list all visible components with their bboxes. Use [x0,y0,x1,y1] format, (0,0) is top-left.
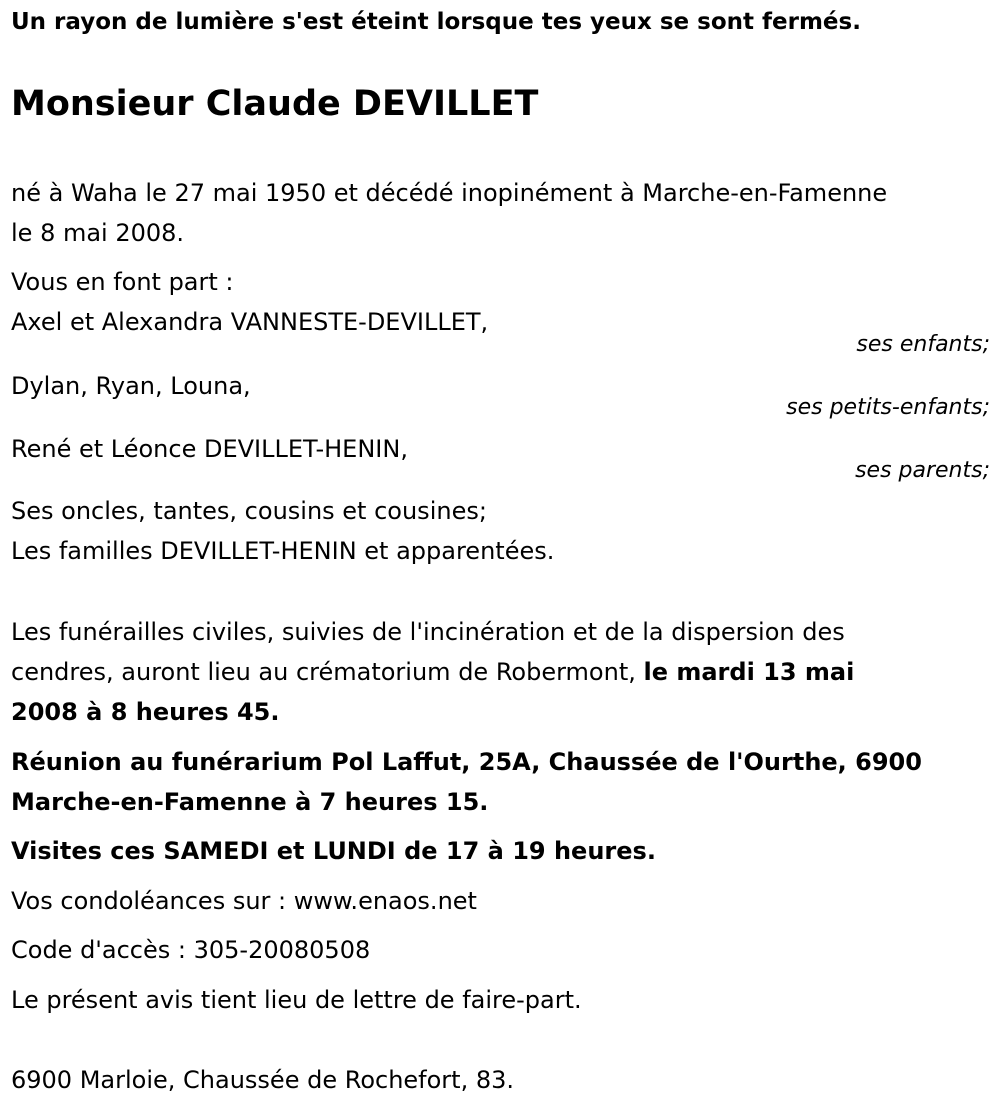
funeral-line-2-text: cendres, auront lieu au crématorium de Robermont, [11,658,644,686]
funeral-date: le mardi 13 mai [643,658,855,686]
birth-death-line-2: le 8 mai 2008. [11,219,185,247]
epitaph: Un rayon de lumière s'est éteint lorsque tes yeux se sont fermés. [11,9,861,35]
family-names-parents: René et Léonce DEVILLET-HENIN, [11,435,408,463]
family-relation-grandchildren: ses petits-enfants; [786,395,990,420]
visits: Visites ces SAMEDI et LUNDI de 17 à 19 heures. [11,837,656,865]
notice: Le présent avis tient lieu de lettre de faire-part. [11,986,582,1014]
family-names-children: Axel et Alexandra VANNESTE-DEVILLET, [11,308,489,336]
funeral-line-2 [11,652,854,692]
deceased-name: Monsieur Claude DEVILLET [11,84,539,124]
birth-death-line-1: né à Waha le 27 mai 1950 et décédé inopinément à Marche-en-Famenne [11,179,888,207]
address: 6900 Marloie, Chaussée de Rochefort, 83. [11,1066,515,1094]
funeral-line-1: Les funérailles civiles, suivies de l'incinération et de la dispersion des [11,618,845,646]
funeral-line-3: 2008 à 8 heures 45. [11,698,280,726]
family-relation-children: ses enfants; [856,332,990,357]
family-names-grandchildren: Dylan, Ryan, Louna, [11,372,251,400]
family-relation-parents: ses parents; [855,458,990,483]
others-line-2: Les familles DEVILLET-HENIN et apparentées. [11,537,555,565]
condolences: Vos condoléances sur : www.enaos.net [11,887,477,915]
announcement: Vous en font part : [11,268,234,296]
meeting-line-2: Marche-en-Famenne à 7 heures 15. [11,788,489,816]
access-code: Code d'accès : 305-20080508 [11,936,371,964]
others-line-1: Ses oncles, tantes, cousins et cousines; [11,497,487,525]
meeting-line-1: Réunion au funérarium Pol Laffut, 25A, Chaussée de l'Ourthe, 6900 [11,748,922,776]
